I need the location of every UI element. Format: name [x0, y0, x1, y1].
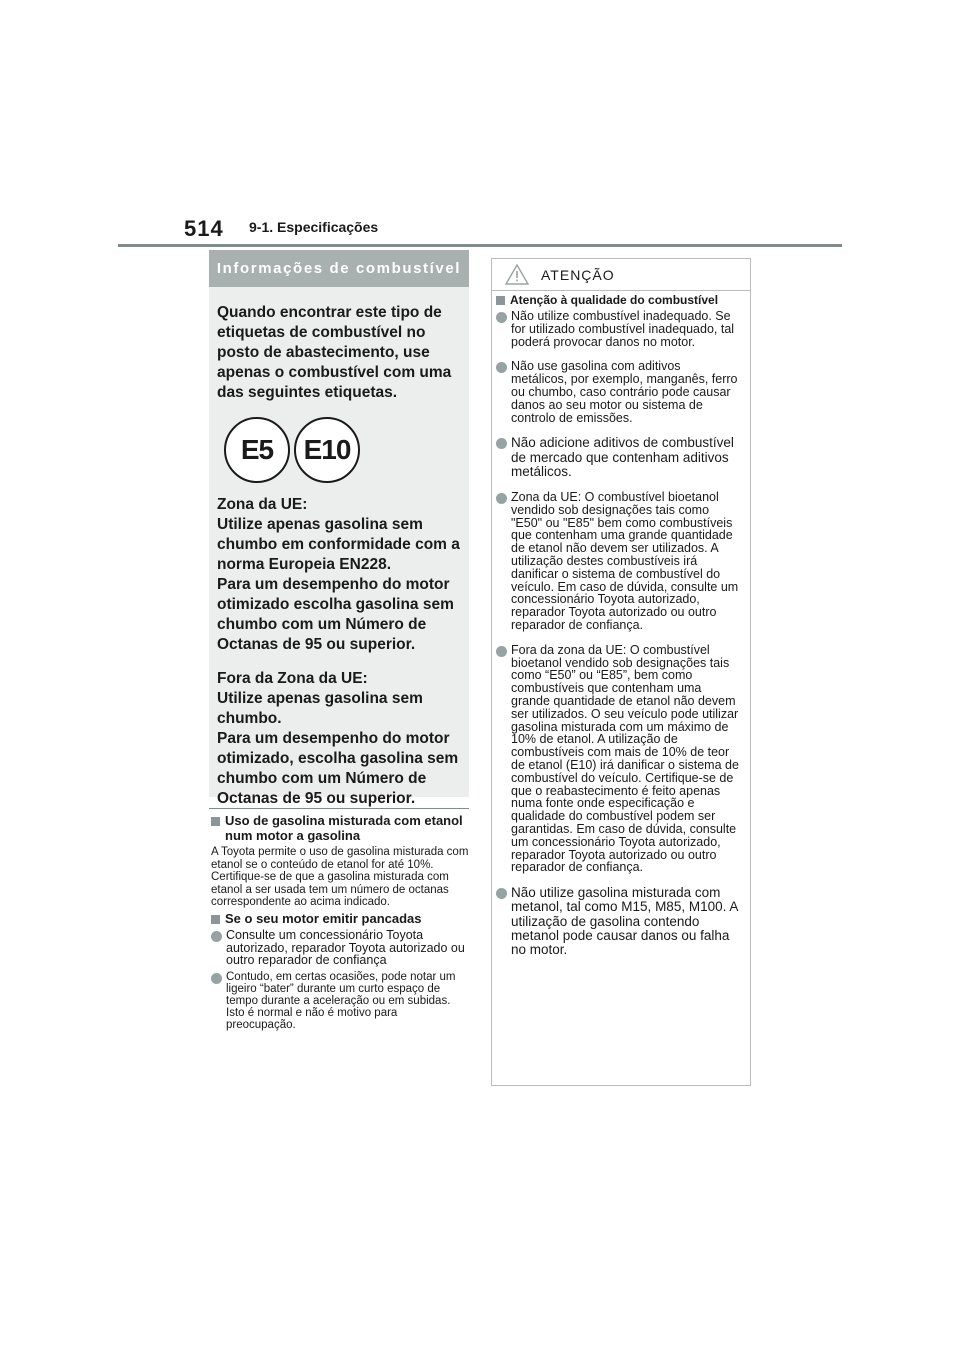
circle-bullet-icon: [496, 438, 507, 449]
ethanol-heading-text: Uso de gasolina misturada com etanol num motor a gasolina: [225, 813, 463, 843]
circle-bullet-icon: [496, 362, 507, 373]
warning-bullet: [496, 436, 740, 479]
circle-bullet-icon: [496, 646, 507, 657]
warning-body: [492, 291, 750, 957]
left-column-rule: [209, 808, 469, 809]
ethanol-heading: [211, 814, 469, 843]
warning-box: [491, 258, 751, 1086]
circle-bullet-icon: [496, 493, 507, 504]
circle-bullet-icon: [211, 931, 222, 942]
warning-bullet-text: Fora da zona da UE: O combustível bioetanol vendido sob designações tais como “E50” ou “E85”, bem como combustíveis que contenham uma grande quantidade de etanol não devem ser utilizados. O seu veículo pode utilizar gasolina misturada com um máximo de 10% de etanol. A utilização de combustíveis com mais de 10% de teor de etanol (E10) irá danificar o sistema de combustível do veículo. Certifique-se de que o reabastecimento é feito apenas numa fonte onde especificação e qualidade do combustível podem ser garantidas. Em caso de dúvida, consulte um concessionário Toyota autorizado, reparador Toyota autorizado ou outro reparador de confiança.: [511, 642, 739, 875]
fuel-quality-heading: [496, 294, 740, 307]
warning-bullet: [496, 360, 740, 424]
warning-bullet: [496, 644, 740, 874]
fuel-label-e5: E5: [224, 417, 290, 483]
circle-bullet-icon: [496, 312, 507, 323]
warning-bullet: [496, 310, 740, 348]
fuel-quality-heading-text: Atenção à qualidade do combustível: [510, 293, 719, 307]
left-column-text: [211, 814, 469, 1035]
fuel-info-box: [209, 250, 469, 807]
page-number: 514: [184, 216, 224, 241]
warning-header: [492, 259, 750, 291]
warning-bullet-text: Não utilize gasolina misturada com metanol, tal como M15, M85, M100. A utilização de gasolina contendo metanol pode causar danos ou falha no motor.: [511, 885, 738, 957]
warning-bullet: [496, 491, 740, 632]
warning-bullet-text: Não adicione aditivos de combustível de mercado que contenham aditivos metálicos.: [511, 435, 734, 479]
knocking-heading: [211, 912, 469, 927]
warning-bullet-text: Zona da UE: O combustível bioetanol vendido sob designações tais como "E50" ou "E85" bem como combustíveis que contenham uma grande quantidade de etanol não devem ser utilizados. A utilização destes combustíveis irá danificar o sistema de combustível do veículo. Em caso de dúvida, consulte um concessionário Toyota autorizado, reparador Toyota autorizado ou outro reparador de confiança.: [511, 489, 739, 632]
knocking-bullet: [211, 971, 469, 1031]
outside-eu-text: Fora da Zona da UE: Utilize apenas gasolina sem chumbo. Para um desempenho do motor otimizado, escolha gasolina sem chumbo com um Número de Octanas de 95 ou superior.: [217, 670, 459, 807]
fuel-info-body: [209, 287, 469, 809]
warning-triangle-icon: [505, 264, 529, 285]
warning-title: ATENÇÃO: [541, 266, 615, 283]
header-rule: [118, 244, 842, 247]
warning-bullet-text: Não use gasolina com aditivos metálicos, por exemplo, manganês, ferro ou chumbo, caso contrário pode causar danos ao seu motor ou sistema de controlo de emissões.: [511, 359, 738, 425]
fuel-info-intro: Quando encontrar este tipo de etiquetas de combustível no posto de abastecimento, use apenas o combustível com uma das seguintes etiquetas.: [217, 304, 452, 401]
warning-bullet: [496, 886, 740, 957]
fuel-label-e10: E10: [294, 417, 360, 483]
warning-bullet-text: Não utilize combustível inadequado. Se for utilizado combustível inadequado, tal poderá provocar danos no motor.: [511, 309, 735, 349]
knocking-heading-text: Se o seu motor emitir pancadas: [225, 910, 422, 926]
knocking-bullet: [211, 929, 469, 967]
square-bullet-icon: [496, 296, 505, 305]
circle-bullet-icon: [211, 973, 222, 984]
knocking-bullet-text: Consulte um concessionário Toyota autorizado, reparador Toyota autorizado ou outro reparador de confiança: [226, 928, 465, 967]
eu-zone-text: Zona da UE: Utilize apenas gasolina sem chumbo em conformidade com a norma Europeia EN228. Para um desempenho do motor otimizado escolha gasolina sem chumbo com um Número de Octanas de 95 ou superior.: [217, 496, 460, 653]
fuel-info-title: Informações de combustível: [209, 250, 469, 287]
section-title: 9-1. Especificações: [249, 219, 379, 235]
square-bullet-icon: [211, 817, 220, 826]
ethanol-text: A Toyota permite o uso de gasolina misturada com etanol se o conteúdo de etanol for até 10%. Certifique-se de que a gasolina misturada com etanol a ser usada tem um número de octanas correspondente ao acima indicado.: [211, 846, 469, 908]
knocking-bullet-text: Contudo, em certas ocasiões, pode notar um ligeiro “bater” durante um curto espaço de tempo durante a aceleração ou em subidas. Isto é normal e não é motivo para preocupação.: [226, 970, 456, 1031]
square-bullet-icon: [211, 915, 220, 924]
circle-bullet-icon: [496, 888, 507, 899]
fuel-labels: [224, 417, 469, 483]
